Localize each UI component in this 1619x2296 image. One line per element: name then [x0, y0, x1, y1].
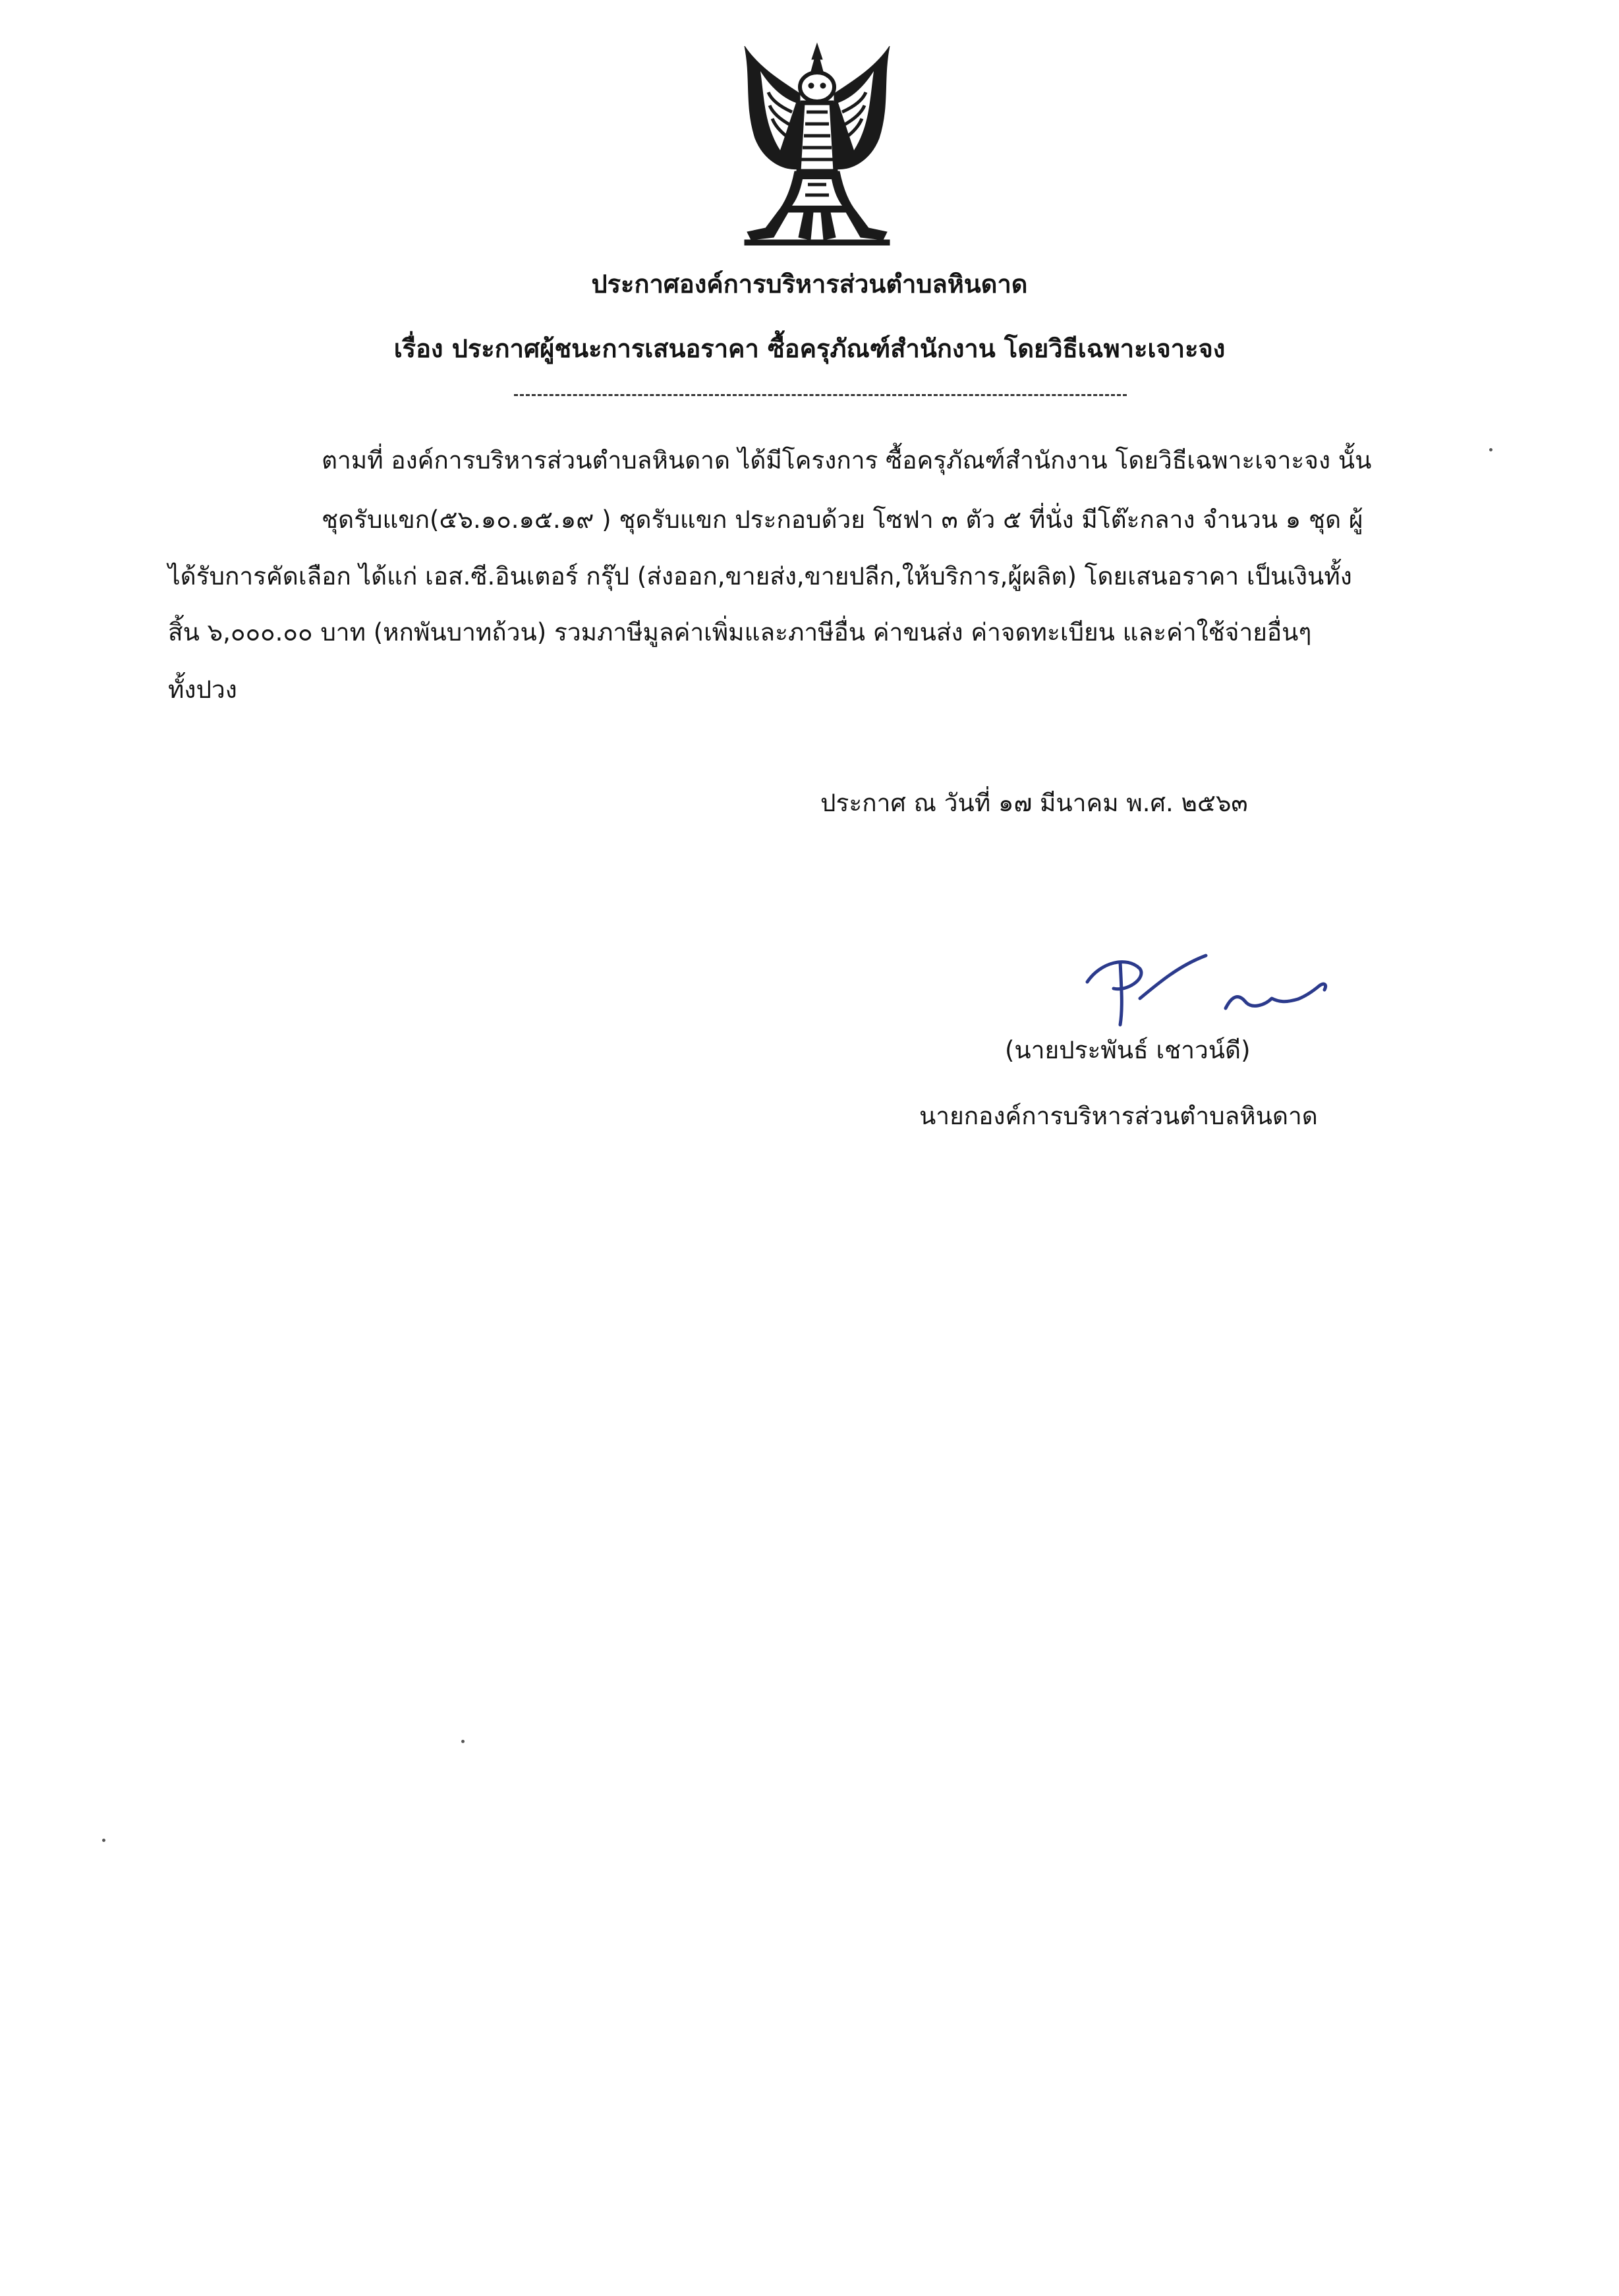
announcement-title: ประกาศองค์การบริหารส่วนตำบลหินดาด	[591, 270, 1028, 299]
body-line-3: ได้รับการคัดเลือก ได้แก่ เอส.ซี.อินเตอร์ กรุ๊ป (ส่งออก,ขายส่ง,ขายปลีก,ให้บริการ,ผู้ผลิต) โดยเสนอราคา เป็นเงินทั้ง	[168, 562, 1352, 590]
handwritten-signature-icon	[1074, 936, 1351, 1035]
scan-speck	[102, 1839, 105, 1842]
scan-speck	[461, 1740, 465, 1743]
scan-speck	[1489, 448, 1492, 451]
signatory-name: (นายประพันธ์ เชาวน์ดี)	[1005, 1036, 1251, 1064]
announcement-subject: เรื่อง ประกาศผู้ชนะการเสนอราคา ซื้อครุภัณฑ์สำนักงาน โดยวิธีเฉพาะเจาะจง	[393, 334, 1226, 363]
body-line-1: ตามที่ องค์การบริหารส่วนตำบลหินดาด ได้มีโครงการ ซื้อครุภัณฑ์สำนักงาน โดยวิธีเฉพาะเจาะจง นั้น	[322, 446, 1372, 474]
garuda-emblem-icon	[731, 40, 903, 250]
header-divider	[514, 394, 1127, 396]
body-line-2: ชุดรับแขก(๕๖.๑๐.๑๕.๑๙ ) ชุดรับแขก ประกอบด้วย โซฟา ๓ ตัว ๕ ที่นั่ง มีโต๊ะกลาง จำนวน ๑ ชุด ผู้	[322, 505, 1363, 534]
announcement-date: ประกาศ ณ วันที่ ๑๗ มีนาคม พ.ศ. ๒๕๖๓	[820, 789, 1248, 817]
body-line-4: สิ้น ๖,๐๐๐.๐๐ บาท (หกพันบาทถ้วน) รวมภาษีมูลค่าเพิ่มและภาษีอื่น ค่าขนส่ง ค่าจดทะเบียน และค่าใช้จ่ายอื่นๆ	[168, 618, 1312, 646]
signatory-position: นายกองค์การบริหารส่วนตำบลหินดาด	[919, 1102, 1318, 1130]
body-line-5: ทั้งปวง	[168, 675, 237, 704]
